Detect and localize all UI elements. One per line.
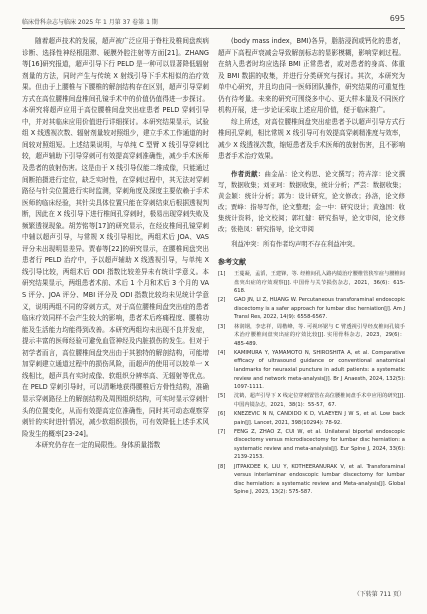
reference-list bbox=[218, 270, 405, 497]
author-contribution-text: 曲金晶：论文构思、论文撰写；符卉淳：论文撰写，数据收集；刘亚珂：数据收集，统计分析；严芸：数据收集；黄金颖：统计分析；郭为：设计研究，论文修改；孙洛，论文修改；贾峰：指导写作，论文整理；金一中：研究设计；黄逸国：收集统计资料，论文校阅；郭红健：研究指导，论文审阅，论文修改；张艳凤：研究指导，论文审阅 bbox=[218, 170, 406, 234]
conflict-of-interest: 利益冲突：所有作者均声明不存在利益冲突。 bbox=[231, 240, 359, 249]
reference-item: [3] 林润钢，李忠祥，周楷峰，等. 可视环锯与 C 臂透视引导经皮椎间孔镜手术治疗腰椎间盘突出症的疗效比较[J]. 实用骨科杂志，2023，29(6)：485-489. bbox=[218, 323, 405, 347]
reference-item: [7] FENG Z, ZHAO Z, CUI W, et al. Unilateral biportal endoscopic discectomy versus microdiscectomy for lumbar disc herniation: a systematic review and meta-analysis[J]. Eur Spine J, 2024, 33(6): 2139-2153. bbox=[218, 428, 405, 461]
reference-item: [6] KNEZEVIC N N, CANDIDO K D, VLAEYEN J W S, et al. Low back pain[J]. Lancet, 2021, 398(10294): 78-92. bbox=[218, 411, 405, 426]
references-title: 参考文献 bbox=[218, 258, 246, 267]
journal-name: 临床骨科杂志与临床 2025 年 1 月第 37 卷第 1 期 bbox=[22, 19, 158, 26]
body-paragraph: 综上所述，对高位腰椎间盘突出症患者予以超声引导方式行椎间孔穿刺，相比常规 X 线引导可有效提高穿刺精准度与效率，减少 X 线透视次数，缩短患者及手术医师的放射伤害，且不影响患者手术治疗效果。 bbox=[218, 117, 405, 161]
author-contribution-label: 作者贡献： bbox=[231, 170, 265, 179]
continued-note: （下转第 711 页） bbox=[353, 591, 405, 598]
reference-item: [5] 沈鹤，超声引导下 X 线定位穿刺置管在高位腰椎间盘手术中应用的研究[J]. 中国内镜杂志，2021，38(1)：55-57，67. bbox=[218, 393, 405, 408]
right-column bbox=[218, 36, 405, 497]
author-contribution bbox=[218, 169, 405, 235]
body-paragraph: 本研究仍存在一定的局限性。身体质量指数 bbox=[35, 441, 161, 450]
reference-item: [1] 王蔓凝，孟滔，王建锋，等. 经椎间孔入路内镜治疗腰椎管狭窄症与腰椎间盘突出症的疗效观察[J]. 中国骨与关节损伤杂志，2021，36(6)：615-618. bbox=[218, 271, 405, 295]
body-paragraph: (body mass index，BMI)各异，脂肪浸润或钙化的患者，超声下高程声衰减会导致解剖标志的显影模糊，影响穿刺过程。在纳入患者时均应选择 BMI 正常患者，或对患者的身高、体重及 BMI 数据的收集，并进行分类研究与探讨。其次，本研究为单中心研究，并且均由同一医师团队操作，研究结果的可重复性仍有待考量。未来的研究可围绕多中心、更大样本量及不同医疗机构开展，进一步论证采取上述应用价值，便于临床推广。 bbox=[218, 37, 405, 115]
reference-item: [4] KAMIMURA Y, YAMAMOTO N, SHIROSHITA A, et al. Comparative efficacy of ultrasound guidance or conventional anatomical landmarks for neuraxial puncture in adult patients: a systematic review and network meta-analysis[J]. Br J Anaesth, 2024, 132(5): 1097-1111. bbox=[218, 349, 405, 391]
left-column bbox=[22, 36, 209, 452]
running-header bbox=[22, 14, 405, 29]
reference-item: [2] GAO JN, LI Z, HUANG W. Percutaneous transforaminal endoscopic discectomy is a safer approach for lumbar disc herniation[J]. Am J Transl Res, 2022, 14(9): 6558-6567. bbox=[218, 297, 405, 321]
body-paragraph: 随着超声技术的发展，超声被广泛应用于脊柱及椎间盘疾病诊断、选择性神经根阻滞、硬膜外腔注射等方面[21]。ZHANG 等[16]研究报道，超声引导下行 PELD 是一种可以显著降低辐射剂量的方法，同时产生与传统 X 射线引导下手术相似的治疗效果。但由于上腰椎与下腰椎的解剖结构存在区别，超声引导穿刺方式在高位腰椎间盘椎间孔镜手术中的价值仍值得进一步探讨。本研究将超声应用于高位腰椎间盘突出症患者 PELD 穿刺引导中，并对其临床应用价值进行详细探讨。本研究结果显示，试验组 X 线透视次数、辐射剂量较对照组少，建立手术工作通道的时间较对照组短。上述结果说明，与单纯 C 型臂 X 线引导穿刺比较，超声辅助下引导穿刺可有效提高穿刺准确性，减少手术医师及患者的放射伤害。这是由于 X 线引导仅能二维成像，只能通过间断拍摄进行定位，缺乏实时性，在穿刺过程中，其无法对穿刺路径与针尖位置进行实时监测，穿刺角度及深度主要依赖于手术医师的临床经验，其针尖具体位置只能在穿刺结束后根据透视判断，因此在 X 线引导下进行椎间孔穿刺时，极易出现穿刺失败及频繁透视现象。胡芳铭等[17]的研究显示，在经皮椎间孔镜穿刺中辅以超声引导，与常规 X 线引导相比，两组术后 JOA、VAS 评分未出现明显差异。贾春等[22]的研究显示，在腰椎间盘突出患者行 PELD 治疗中，予以超声辅助 X 线透视引导，与单纯 X 线引导比较，两组术后 ODI 指数比较差异未有统计学意义。本研究结果显示，两组患者术前、术后 1 个月和术后 3 个月的 VAS 评分、JOA 评分、MBI 评分及 ODI 指数比较均未见统计学意义，说明两组不同的穿刺方式，对于高位腰椎间盘突出症的患者临床疗效同样不会产生较大的影响，患者术后疼痛程度、腰椎功能及生活能力均能得到改善。本研究两组均未出现不良并发症，提示丰富的医师经验可避免血管神经及内脏损伤的发生。但对于初学者而言，高位腰椎间盘突出由于其独特的解剖结构，可能增加穿刺建立通道过程中的损伤风险，而超声的使用可以较单一 X 线相比，超声具有实时成像、软组织分辨率高、无辐射等优点。在 PELD 穿刺引导时，可以清晰地获得腰椎后方骨性结构，准确显示穿刺路径上的解剖结构及周围组织结构，可实时显示穿刺针头的位置变化，从而有效提高定位准确性，同时其可动态观察穿刺针的实时进针情况，减少软组织损伤，可有效降低上述手术风险发生的概率[23-24]。 bbox=[22, 37, 209, 438]
page-number: 695 bbox=[389, 14, 405, 23]
reference-item: [8] JITPAKDEE K, LIU Y, KOTHEERANURAK V, et al. Transforaminal versus interlaminar endoscopic lumbar discectomy for lumbar disc herniation: a systematic review and Meta-analysis[J]. Global Spine J, 2023, 13(2): 575-587. bbox=[218, 463, 405, 496]
